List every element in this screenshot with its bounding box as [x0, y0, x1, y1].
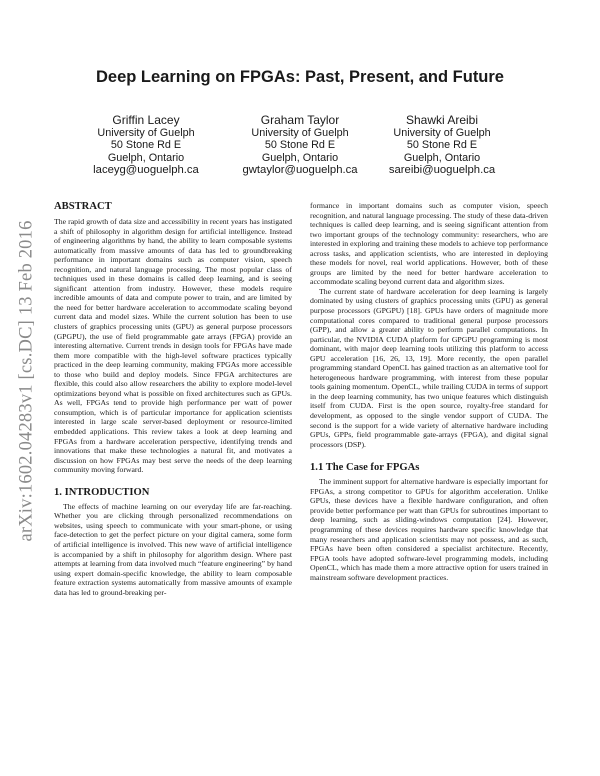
author-affiliation: University of Guelph [251, 127, 349, 139]
introduction-body: The effects of machine learning on our everyday life are far-reaching. Whether you are clicking through personalized recommendations on websites, using speech to communicate with your smart-phone, or using face-detection to get the perfect picture on your digital camera, some form of artificial intelligence is involved. This new wave of artificial intelligence is accompanied by a shift in philosophy for algorithm design. Where past attempts at learning from data involved much “feature engineering” by hand using expert domain-specific knowledge, the ability to learn composable feature extraction systems automatically from massive amounts of example data has led to ground-breaking per- [54, 501, 292, 597]
right-column [310, 201, 548, 582]
paper-title: Deep Learning on FPGAs: Past, Present, and Future [96, 68, 504, 86]
abstract-heading: ABSTRACT [54, 201, 112, 212]
introduction-heading: 1. INTRODUCTION [54, 486, 150, 498]
left-column [54, 201, 292, 597]
author-city: Guelph, Ontario [261, 151, 339, 164]
author-street: 50 Stone Rd E [110, 139, 182, 152]
hardware-acceleration-paragraph: The current state of hardware acceleration for deep learning is largely dominated by using clusters of graphics processing units (GPU) as general purpose processors (GPGPU) [18]. GPUs have orders of magnitude more computational cores compared to traditional general purpose processors (GPP), and allow a greater ability to perform parallel computations. In particular, the NVIDIA CUDA platform for GPGPU programming is most dominant, with major deep learning tools utilizing this platform to access GPU acceleration [16, 26, 13, 19]. More recently, the open parallel programming standard OpenCL has gained traction as an alternative tool for heterogeneous hardware programming, with interest from these popular tools gaining momentum. OpenCL, while trailing CUDA in terms of support in the deep learning community, has two unique features which distinguish itself from CUDA. First is the open source, royalty-free standard for development, as opposed to the single vendor support of CUDA. The second is the support for a wide variety of alternative hardware including GPUs, GPPs, field programmable gate-arrays (FPGA), and digital signal processors (DSP). [310, 286, 548, 449]
arxiv-identifier-stamp[interactable] [18, 186, 36, 576]
author-street: 50 Stone Rd E [264, 139, 336, 152]
author-email[interactable]: sareibi@uoguelph.ca [388, 164, 496, 177]
intro-continuation-paragraph: formance in important domains such as computer vision, speech recognition, and natural language processing. The study of these data-driven techniques is called deep learning, and is seeing significant attention from two important groups of the technology community: researchers, who are interested in exploring and training these models to achieve top performance across tasks, and application scientists, who are interested in deploying these models for novel, real world applications. However, both of these groups are limited by the need for better hardware acceleration to accommodate scaling beyond current data and algorithm sizes. [310, 201, 548, 287]
author-block-3 [352, 113, 532, 177]
author-city: Guelph, Ontario [403, 151, 481, 164]
author-name: Griffin Lacey [112, 113, 180, 127]
author-city: Guelph, Ontario [107, 151, 185, 164]
author-name: Graham Taylor [260, 113, 340, 127]
case-for-fpgas-heading: 1.1 The Case for FPGAs [310, 462, 420, 474]
author-email[interactable]: laceyg@uoguelph.ca [93, 164, 199, 177]
author-affiliation: University of Guelph [97, 127, 195, 139]
abstract-body: The rapid growth of data size and accessibility in recent years has instigated a shift of philosophy in algorithm design for artificial intelligence. Instead of engineering algorithms by hand, the ability to learn composable systems automatically from massive amounts of data has led to groundbreaking performance in important domains such as computer vision, speech recognition, and natural language processing. The most popular class of techniques used in these domains is called deep learning, and is seeing significant attention from industry. However, these models require incredible amounts of data and compute power to train, and are limited by the need for better hardware acceleration to accommodate scaling beyond current data and model sizes. While the current solution has been to use clusters of graphics processing units (GPU) as general purpose processors (GPGPU), the use of field programmable gate arrays (FPGA) provide an interesting alternative. Current trends in design tools for FPGAs have made them more compatible with the high-level software practices typically practiced in the deep learning community, making FPGAs more accessible to those who build and deploy models. Since FPGA architectures are flexible, this could also allow researchers the ability to explore model-level optimizations beyond what is possible on fixed architectures such as GPUs. As well, FPGAs tend to provide high performance per watt of power consumption, which is of particular importance for application scientists interested in large scale server-based deployment or resource-limited embedded applications. This review takes a look at deep learning and FPGAs from a hardware acceleration perspective, identifying trends and innovations that make these technologies a natural fit, and motivates a discussion on how FPGAs may best serve the needs of the deep learning community moving forward. [54, 217, 292, 475]
case-for-fpgas-paragraph: The imminent support for alternative hardware is especially important for FPGAs, a strong competitor to GPUs for algorithm acceleration. Unlike GPUs, these devices have a flexible hardware configuration, and often provide better performance per watt than GPUs for subroutines important to deep learning, such as sliding-windows computation [24]. However, programming of these devices requires hardware specific knowledge that many researchers and application scientists may not possess, and as such, FPGAs have been often considered a specialist architecture. Recently, FPGA tools have adopted software-level programming models, including OpenCL, which has made them a more attractive option for users trained in mainstream software development practices. [310, 477, 548, 582]
author-email[interactable]: gwtaylor@uoguelph.ca [242, 164, 358, 177]
author-street: 50 Stone Rd E [406, 139, 478, 152]
author-affiliation: University of Guelph [393, 127, 491, 139]
author-name: Shawki Areibi [405, 113, 479, 127]
author-block-1 [56, 113, 236, 177]
arxiv-identifier-text: arXiv:1602.04283v1 [cs.DC] 13 Feb 2016 [16, 220, 37, 542]
